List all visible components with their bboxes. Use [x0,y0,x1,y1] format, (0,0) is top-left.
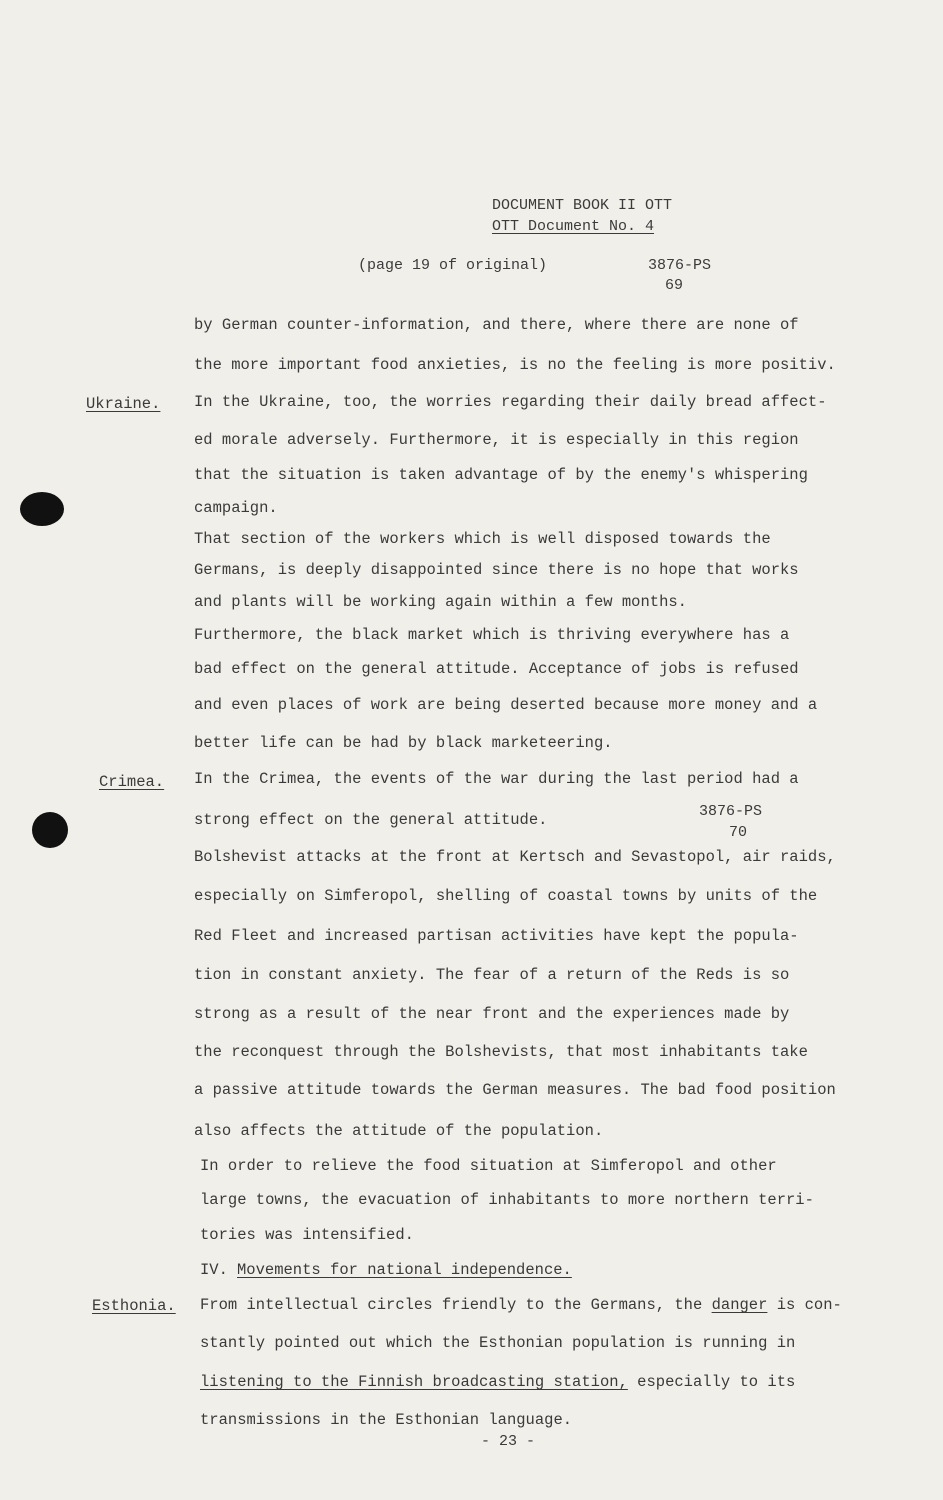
section-heading: Movements for national independence. [237,1261,572,1279]
text-line: ed morale adversely. Furthermore, it is especially in this region [194,431,799,449]
document-book-title: DOCUMENT BOOK II OTT [492,197,673,214]
text-line: also affects the attitude of the population. [194,1122,604,1140]
text-segment: is con- [767,1296,842,1314]
text-line: In the Crimea, the events of the war during the last period had a [194,770,799,788]
punch-hole-bottom [32,812,68,848]
text-line: Bolshevist attacks at the front at Kertsch and Sevastopol, air raids, [194,848,836,866]
text-line: strong as a result of the near front and the experiences made by [194,1005,790,1023]
text-line: In order to relieve the food situation at Simferopol and other [200,1157,777,1175]
text-line: especially on Simferopol, shelling of coastal towns by units of the [194,887,818,905]
text-line: a passive attitude towards the German measures. The bad food position [194,1081,836,1099]
text-line: Furthermore, the black market which is thriving everywhere has a [194,626,790,644]
underlined-phrase: listening to the Finnish broadcasting station, [200,1373,628,1391]
text-line: Germans, is deeply disappointed since there is no hope that works [194,561,799,579]
text-line: tion in constant anxiety. The fear of a return of the Reds is so [194,966,790,984]
text-line: and plants will be working again within a few months. [194,593,687,611]
text-line: That section of the workers which is well disposed towards the [194,530,771,548]
margin-label-esthonia: Esthonia. [92,1297,176,1315]
text-line: In the Ukraine, too, the worries regarding their daily bread affect- [194,393,827,411]
text-line: strong effect on the general attitude. [194,811,548,829]
document-number: OTT Document No. 4 [492,218,655,235]
text-line: stantly pointed out which the Esthonian population is running in [200,1334,796,1352]
text-line: transmissions in the Esthonian language. [200,1411,573,1429]
ps-page-number: 69 [665,277,684,294]
text-line: and even places of work are being deserted because more money and a [194,696,818,714]
ps-reference: 3876-PS [648,257,712,274]
text-line: large towns, the evacuation of inhabitants to more northern terri- [200,1191,814,1209]
section-number: IV. [200,1261,228,1279]
text-line: campaign. [194,499,278,517]
margin-label-ukraine: Ukraine. [86,395,161,413]
text-line: Red Fleet and increased partisan activities have kept the popula- [194,927,799,945]
text-line: tories was intensified. [200,1226,414,1244]
text-line: the more important food anxieties, is no the feeling is more positiv. [194,356,836,374]
ps-reference: 3876-PS [699,803,763,820]
punch-hole-top [20,492,64,526]
text-line: by German counter-information, and there, where there are none of [194,316,799,334]
text-line [200,1296,842,1314]
text-segment: From intellectual circles friendly to the Germans, the [200,1296,712,1314]
text-line: bad effect on the general attitude. Acceptance of jobs is refused [194,660,799,678]
ps-page-number: 70 [729,824,748,841]
text-line: better life can be had by black marketeering. [194,734,613,752]
page-reference: (page 19 of original) [358,257,548,274]
text-line: the reconquest through the Bolshevists, that most inhabitants take [194,1043,808,1061]
text-segment: especially to its [627,1373,796,1391]
text-line: that the situation is taken advantage of by the enemy's whispering [194,466,808,484]
underlined-word: danger [711,1296,768,1314]
margin-label-crimea: Crimea. [99,773,165,791]
text-line [200,1373,795,1391]
page-number: - 23 - [481,1433,536,1450]
